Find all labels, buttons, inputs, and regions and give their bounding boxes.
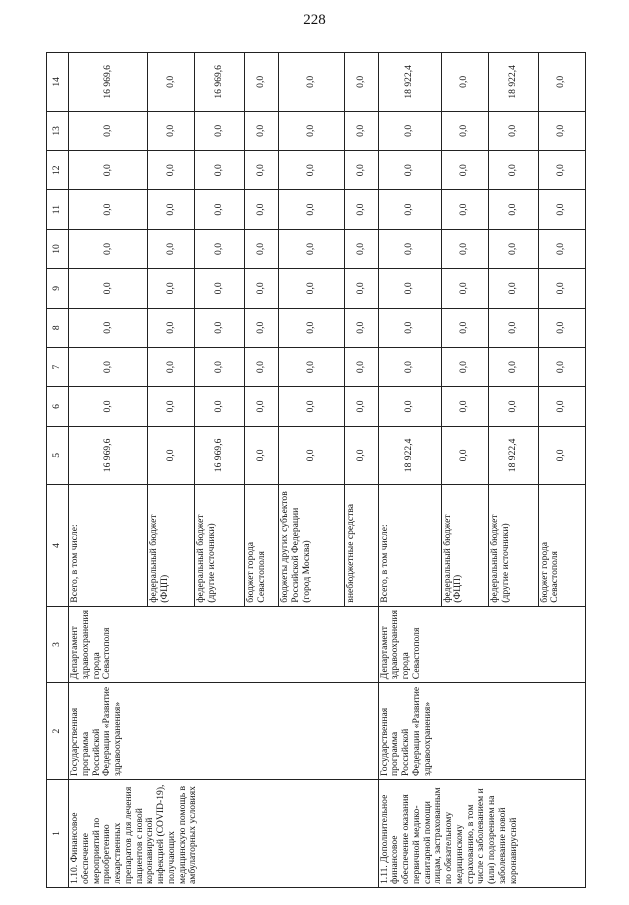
- value-cell: 16 969,6: [69, 426, 148, 485]
- value-cell: 0,0: [378, 190, 441, 229]
- value-cell: 0,0: [441, 308, 488, 347]
- column-number: 1: [47, 779, 69, 887]
- value-cell: 0,0: [244, 53, 278, 112]
- value-cell: 0,0: [538, 347, 585, 386]
- value-cell: 0,0: [195, 190, 245, 229]
- value-cell: 0,0: [344, 111, 378, 150]
- value-cell: 0,0: [69, 229, 148, 268]
- value-cell: 0,0: [244, 269, 278, 308]
- value-cell: 0,0: [488, 111, 538, 150]
- column-number: 4: [47, 485, 69, 607]
- value-cell: 0,0: [195, 347, 245, 386]
- value-cell: 0,0: [147, 190, 194, 229]
- program-cell: Государственная программа Российской Федерации «Развитие здравоохранения»: [378, 683, 585, 780]
- value-cell: 0,0: [344, 308, 378, 347]
- value-cell: 0,0: [279, 308, 345, 347]
- value-cell: 0,0: [147, 347, 194, 386]
- value-cell: 0,0: [488, 347, 538, 386]
- value-cell: 0,0: [344, 347, 378, 386]
- value-cell: 0,0: [69, 269, 148, 308]
- value-cell: 0,0: [279, 53, 345, 112]
- column-number: 5: [47, 426, 69, 485]
- activity-cell: 1.11. Дополнительное финансовое обеспечение оказания первичной медико-санитарной помощи лицам, застрахованным по обязательному медицинскому страхованию, в том числе с заболеванием и (или) подозрением на заболевание новой коронавирусной: [378, 779, 585, 887]
- value-cell: 0,0: [279, 347, 345, 386]
- value-cell: 0,0: [244, 387, 278, 426]
- value-cell: 0,0: [441, 269, 488, 308]
- value-cell: 0,0: [279, 229, 345, 268]
- value-cell: 0,0: [538, 151, 585, 190]
- value-cell: 0,0: [344, 269, 378, 308]
- column-number: 2: [47, 683, 69, 780]
- funding-source: бюджеты других субъектов Российской Федерации (город Москва): [279, 485, 345, 607]
- value-cell: 0,0: [279, 426, 345, 485]
- value-cell: 0,0: [488, 190, 538, 229]
- funding-source: федеральный бюджет (другие источники): [488, 485, 538, 607]
- value-cell: 0,0: [195, 111, 245, 150]
- value-cell: 0,0: [538, 426, 585, 485]
- value-cell: 0,0: [441, 426, 488, 485]
- value-cell: 0,0: [378, 111, 441, 150]
- value-cell: 0,0: [69, 111, 148, 150]
- value-cell: 0,0: [244, 426, 278, 485]
- value-cell: 0,0: [441, 111, 488, 150]
- value-cell: 0,0: [147, 387, 194, 426]
- column-number: 10: [47, 229, 69, 268]
- value-cell: 0,0: [147, 426, 194, 485]
- column-number: 11: [47, 190, 69, 229]
- value-cell: 0,0: [279, 269, 345, 308]
- value-cell: 16 969,6: [195, 426, 245, 485]
- column-number: 6: [47, 387, 69, 426]
- executor-cell: Департамент здравоохранения города Севастополя: [69, 606, 378, 683]
- column-number-row: [47, 53, 69, 888]
- column-number: 9: [47, 269, 69, 308]
- value-cell: 16 969,6: [69, 53, 148, 112]
- value-cell: 0,0: [488, 151, 538, 190]
- executor-cell: Департамент здравоохранения города Севастополя: [378, 606, 585, 683]
- value-cell: 0,0: [147, 151, 194, 190]
- value-cell: 0,0: [279, 387, 345, 426]
- value-cell: 0,0: [147, 229, 194, 268]
- value-cell: 0,0: [244, 111, 278, 150]
- value-cell: 16 969,6: [195, 53, 245, 112]
- value-cell: 0,0: [279, 151, 345, 190]
- value-cell: 0,0: [538, 190, 585, 229]
- value-cell: 0,0: [538, 308, 585, 347]
- value-cell: 0,0: [378, 229, 441, 268]
- value-cell: 0,0: [378, 308, 441, 347]
- value-cell: 0,0: [195, 269, 245, 308]
- value-cell: 0,0: [441, 53, 488, 112]
- value-cell: 0,0: [69, 308, 148, 347]
- funding-source: бюджет города Севастополя: [538, 485, 585, 607]
- value-cell: 0,0: [69, 387, 148, 426]
- value-cell: 0,0: [147, 269, 194, 308]
- value-cell: 0,0: [378, 269, 441, 308]
- value-cell: 0,0: [244, 229, 278, 268]
- funding-source: внебюджетные средства: [344, 485, 378, 607]
- column-number: 3: [47, 606, 69, 683]
- value-cell: 0,0: [538, 111, 585, 150]
- value-cell: 0,0: [441, 387, 488, 426]
- value-cell: 0,0: [488, 269, 538, 308]
- funding-source: Всего, в том числе:: [378, 485, 441, 607]
- value-cell: 0,0: [279, 190, 345, 229]
- value-cell: 0,0: [441, 190, 488, 229]
- value-cell: 0,0: [344, 387, 378, 426]
- value-cell: 0,0: [244, 308, 278, 347]
- value-cell: 0,0: [378, 347, 441, 386]
- value-cell: 0,0: [147, 111, 194, 150]
- funding-source: Всего, в том числе:: [69, 485, 148, 607]
- value-cell: 0,0: [69, 151, 148, 190]
- value-cell: 18 922,4: [378, 426, 441, 485]
- funding-source: федеральный бюджет (ФЦП): [147, 485, 194, 607]
- value-cell: 0,0: [538, 387, 585, 426]
- value-cell: 0,0: [69, 190, 148, 229]
- value-cell: 18 922,4: [488, 53, 538, 112]
- value-cell: 0,0: [378, 151, 441, 190]
- value-cell: 0,0: [488, 308, 538, 347]
- value-cell: 0,0: [244, 151, 278, 190]
- value-cell: 0,0: [538, 229, 585, 268]
- column-number: 14: [47, 53, 69, 112]
- value-cell: 0,0: [441, 151, 488, 190]
- value-cell: 0,0: [195, 387, 245, 426]
- value-cell: 0,0: [147, 53, 194, 112]
- value-cell: 0,0: [441, 347, 488, 386]
- budget-table: [46, 52, 586, 888]
- program-cell: Государственная программа Российской Федерации «Развитие здравоохранения»: [69, 683, 378, 780]
- page-number: 228: [303, 12, 326, 28]
- value-cell: 0,0: [538, 53, 585, 112]
- rotated-table-container: [46, 52, 586, 888]
- value-cell: 0,0: [488, 229, 538, 268]
- value-cell: 0,0: [378, 387, 441, 426]
- value-cell: 0,0: [344, 190, 378, 229]
- activity-cell: 1.10. Финансовое обеспечение мероприятий по приобретению лекарственных препаратов для лечения пациентов с новой коронавирусной инфекцией (COVID-19), получающих медицинскую помощь в амбулаторных условиях: [69, 779, 378, 887]
- value-cell: 0,0: [244, 190, 278, 229]
- value-cell: 0,0: [488, 387, 538, 426]
- column-number: 12: [47, 151, 69, 190]
- value-cell: 0,0: [147, 308, 194, 347]
- value-cell: 18 922,4: [378, 53, 441, 112]
- value-cell: 0,0: [538, 269, 585, 308]
- value-cell: 18 922,4: [488, 426, 538, 485]
- column-number: 13: [47, 111, 69, 150]
- table-row: [69, 53, 148, 888]
- value-cell: 0,0: [244, 347, 278, 386]
- column-number: 8: [47, 308, 69, 347]
- value-cell: 0,0: [279, 111, 345, 150]
- value-cell: 0,0: [344, 426, 378, 485]
- funding-source: федеральный бюджет (другие источники): [195, 485, 245, 607]
- table-row: [378, 53, 441, 888]
- funding-source: федеральный бюджет (ФЦП): [441, 485, 488, 607]
- funding-source: бюджет города Севастополя: [244, 485, 278, 607]
- value-cell: 0,0: [344, 229, 378, 268]
- value-cell: 0,0: [195, 151, 245, 190]
- value-cell: 0,0: [344, 151, 378, 190]
- value-cell: 0,0: [69, 347, 148, 386]
- column-number: 7: [47, 347, 69, 386]
- value-cell: 0,0: [344, 53, 378, 112]
- value-cell: 0,0: [441, 229, 488, 268]
- value-cell: 0,0: [195, 229, 245, 268]
- value-cell: 0,0: [195, 308, 245, 347]
